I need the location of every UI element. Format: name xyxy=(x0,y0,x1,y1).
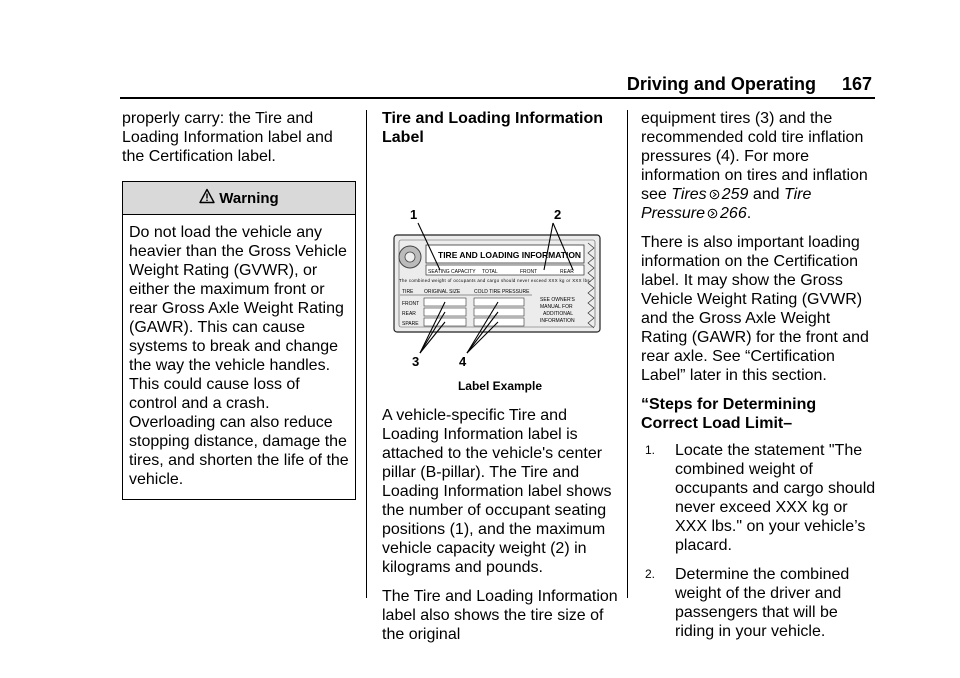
note-line-1: SEE OWNER'S xyxy=(540,297,575,303)
page-header xyxy=(627,74,872,95)
warning-header xyxy=(123,182,355,215)
row-header-rear: REAR xyxy=(560,269,574,275)
label-statement: The combined weight of occupants and cargo should never exceed XXX kg or XXX lbs. xyxy=(399,278,591,283)
link-tires[interactable]: Tires xyxy=(671,186,707,203)
label-figure xyxy=(382,155,618,373)
original-size-header: ORIGINAL SIZE xyxy=(424,289,461,295)
row-header-total: TOTAL xyxy=(482,269,498,275)
section-heading: Tire and Loading Information Label xyxy=(382,110,604,146)
figure-caption: Label Example xyxy=(457,379,543,393)
row-header-front: FRONT xyxy=(520,269,538,275)
warning-title: Warning xyxy=(219,189,279,207)
link-tire-pressure-page[interactable]: 266 xyxy=(720,205,747,222)
list-item xyxy=(641,565,877,641)
cold-pressure-header: COLD TIRE PRESSURE xyxy=(474,289,530,295)
note-line-4: INFORMATION xyxy=(540,318,575,324)
step-text: Locate the statement "The combined weight of occupants and cargo should never exceed XXX kg or XXX lbs." on your vehicle’s placard. xyxy=(675,442,876,554)
tire-label-illustration xyxy=(382,155,618,373)
callout-4: 4 xyxy=(459,354,467,369)
tire-row-spare: SPARE xyxy=(402,321,419,327)
steps-list xyxy=(641,441,877,641)
column-2 xyxy=(382,109,618,654)
list-item xyxy=(641,441,877,555)
link-tires-page[interactable]: 259 xyxy=(721,186,749,203)
step-number: 2. xyxy=(645,567,656,581)
paragraph-text: equipment tires (3) and the recommended cold tire inflation pressures (4). For more information on tires and inflation see xyxy=(641,110,868,203)
steps-heading: “Steps for Determining Correct Load Limit– xyxy=(641,396,817,432)
callout-2: 2 xyxy=(554,207,562,222)
paragraph-tire-size: The Tire and Loading Information label also shows the tire size of the original xyxy=(382,588,618,643)
paragraph-label-description: A vehicle-specific Tire and Loading Information label is attached to the vehicle's center pillar (B-pillar). The Tire and Loading Information label shows the number of occupant seating positions (1), and the maximum vehicle capacity weight (2) in kilograms and pounds. xyxy=(382,407,612,576)
paragraph-certification: There is also important loading information on the Certification label. It may show the Gross Vehicle Weight Rating (GVWR) and the Gross Axle Weight Rating (GAWR) for the front and rear axle. See “Certification Label” later in this section. xyxy=(641,234,869,384)
note-line-3: ADDITIONAL xyxy=(543,311,574,317)
page-number: 167 xyxy=(841,74,872,94)
section-title: Driving and Operating xyxy=(626,74,816,94)
label-title: TIRE AND LOADING INFORMATION xyxy=(438,250,582,260)
header-rule xyxy=(120,97,875,99)
row-header-seating: SEATING CAPACITY xyxy=(428,269,476,275)
paragraph-text: and xyxy=(748,186,784,203)
warning-triangle-icon xyxy=(199,188,215,204)
tire-header: TIRE xyxy=(402,289,414,295)
tire-row-front: FRONT xyxy=(402,301,420,307)
callout-1: 1 xyxy=(410,207,418,222)
warning-body: Do not load the vehicle any heavier than the Gross Vehicle Weight Rating (GVWR), or either the maximum front or rear Gross Axle Weight Rating (GAWR). This can cause systems to break and change the way the vehicle handles. This could cause loss of control and a crash. Overloading can also reduce stopping distance, damage the tires, and shorten the life of the vehicle. xyxy=(129,224,349,488)
warning-box xyxy=(122,181,356,500)
column-3 xyxy=(641,109,877,651)
link-tire-pressure[interactable]: Tire Pressure xyxy=(641,186,812,222)
column-divider-1 xyxy=(366,110,367,598)
intro-paragraph: properly carry: the Tire and Loading Information label and the Certification label. xyxy=(122,110,333,165)
step-text: Determine the combined weight of the driver and passengers that will be riding in your vehicle. xyxy=(675,566,850,640)
tire-row-rear: REAR xyxy=(402,311,416,317)
callout-3: 3 xyxy=(412,354,420,369)
page-reference-icon xyxy=(707,205,718,216)
paragraph-text: . xyxy=(746,205,752,222)
column-1 xyxy=(122,109,358,500)
note-line-2: MANUAL FOR xyxy=(540,304,573,310)
column-divider-2 xyxy=(627,110,628,598)
page-reference-icon xyxy=(709,186,720,197)
paragraph-inflation xyxy=(641,109,877,223)
step-number: 1. xyxy=(645,443,656,457)
